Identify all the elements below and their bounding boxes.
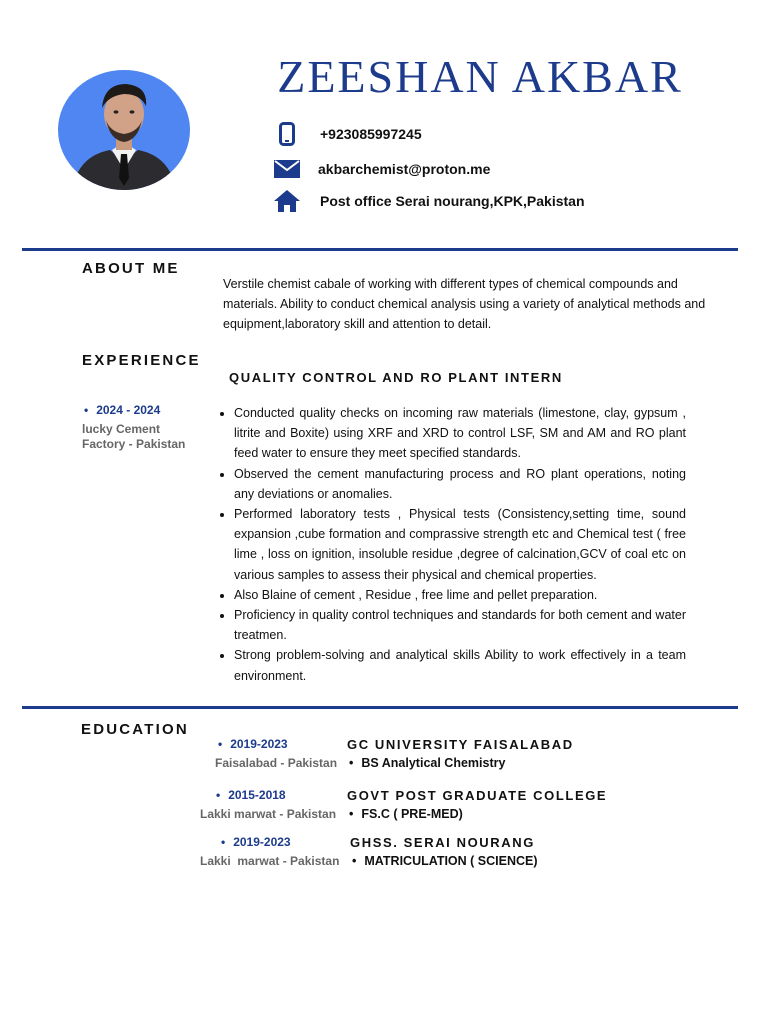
edu-degree: • FS.C ( PRE-MED) [349,807,463,821]
duty-item: • Proficiency in quality control techniques and standards for both cement and water treatmen. [234,605,686,645]
divider-top [22,248,738,251]
profile-photo-illustration [58,70,190,190]
experience-location: lucky Cement Factory - Pakistan [82,422,186,451]
email-icon [272,156,302,182]
job-title: QUALITY CONTROL AND RO PLANT INTERN [229,370,563,385]
duties-list [218,403,686,686]
duties-list-container [218,403,686,686]
edu-school: GOVT POST GRADUATE COLLEGE [347,788,608,803]
edu-degree: • MATRICULATION ( SCIENCE) [352,854,538,868]
home-icon [272,188,302,214]
edu-dates: • 2015-2018 [216,788,286,802]
experience-dates: • 2024 - 2024 [84,403,160,417]
experience-title: EXPERIENCE [82,352,201,369]
contact-phone [272,121,422,147]
duty-item: • Strong problem-solving and analytical skills Ability to work effectively in a team environment. [234,645,686,685]
duty-item: • Conducted quality checks on incoming raw materials (limestone, clay, gypsum , litrite and Boxite) using XRF and XRD to control LSF, SM and AM and RO plant feed water to ensure they meet specified standards. [234,403,686,464]
edu-location: Lakki marwat - Pakistan [200,807,337,821]
edu-school: GC UNIVERSITY FAISALABAD [347,737,574,752]
phone-icon [272,121,302,147]
duty-item: • Performed laboratory tests , Physical tests (Consistency,setting time, sound expansion ,cube formation and comprassive strength etc and Chemical test ( free lime , loss on ignition, insoluble residue ,degree of calcination,GCV of coal etc on various samples to assess their physical and chemical properties. [234,504,686,585]
divider-bottom [22,706,738,709]
address: Post office Serai nourang,KPK,Pakistan [320,193,585,209]
profile-photo [58,70,190,190]
phone-number: +923085997245 [320,126,422,142]
email-address: akbarchemist@proton.me [318,161,491,177]
contact-email [272,156,490,182]
duty-item: • Also Blaine of cement , Residue , free lime and pellet preparation. [234,585,686,605]
education-title: EDUCATION [81,721,189,738]
contact-address [272,188,585,214]
about-text: Verstile chemist cabale of working with different types of chemical compounds and materials. Ability to conduct chemical analysis using a variety of analytical methods and equipment,laboratory skill and attention to detail. [223,277,706,331]
edu-location: Lakki marwat - Pakistan [200,854,340,868]
edu-degree: • BS Analytical Chemistry [349,756,505,770]
edu-dates: • 2019-2023 [218,737,288,751]
edu-school: GHSS. SERAI NOURANG [350,835,535,850]
edu-location: Faisalabad - Pakistan [215,756,338,770]
candidate-name: ZEESHAN AKBAR [277,51,683,102]
duty-item: • Observed the cement manufacturing process and RO plant operations, noting any deviations or anomalies. [234,464,686,504]
about-title: ABOUT ME [82,260,180,277]
edu-dates: • 2019-2023 [221,835,291,849]
